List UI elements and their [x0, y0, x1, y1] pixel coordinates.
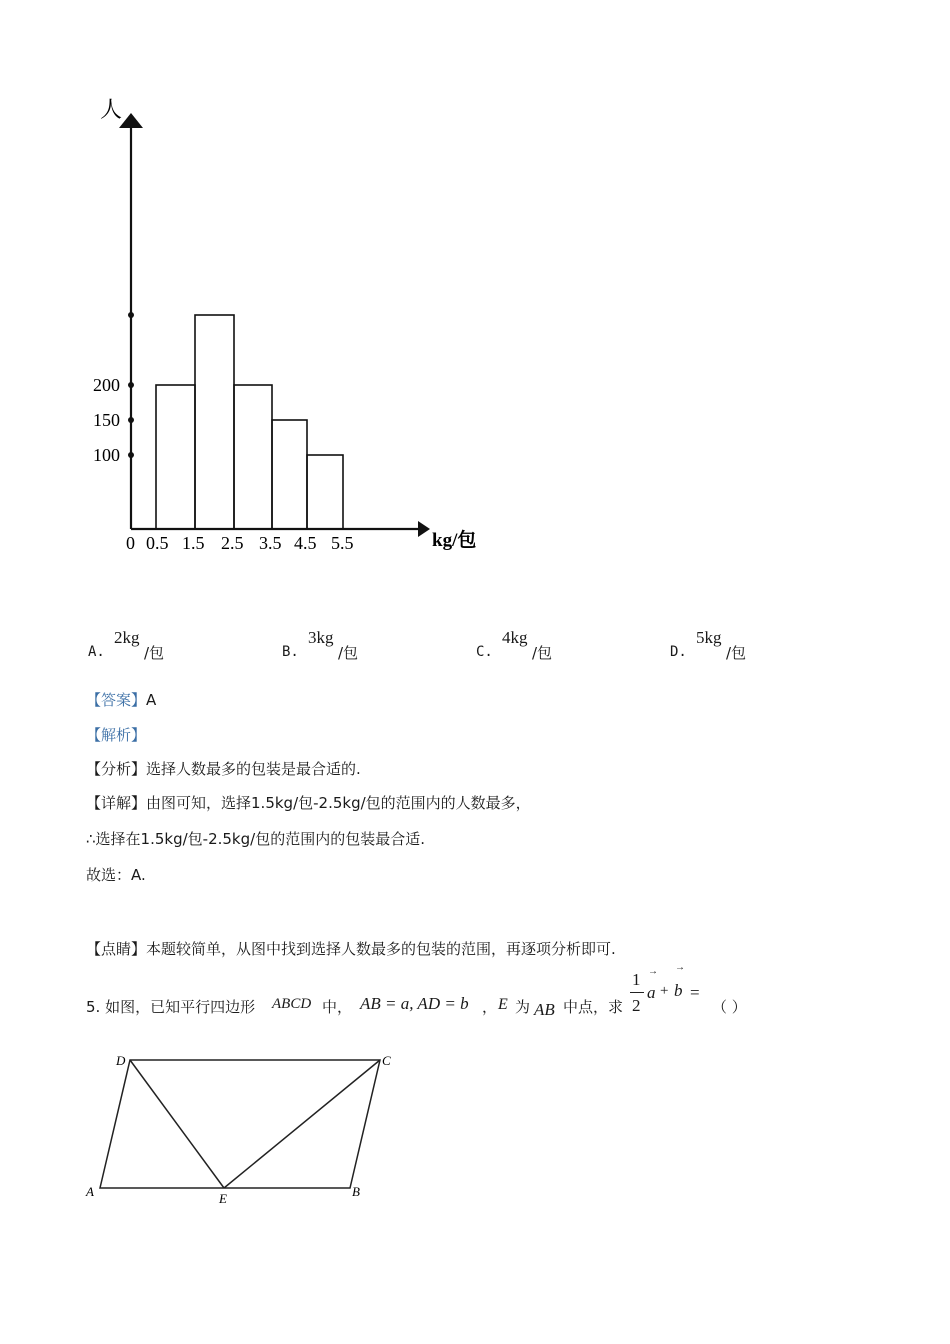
option-unit: /包 — [338, 644, 359, 662]
option-letter: A. — [88, 644, 105, 660]
vertex-label: D — [116, 1053, 126, 1068]
q5-vec-b: b — [674, 981, 683, 1000]
x-tick-label: 4.5 — [294, 533, 317, 553]
q5-vec-a: a — [647, 983, 656, 1002]
analysis-label: 【解析】 — [86, 726, 147, 744]
option-letter: C. — [476, 644, 493, 660]
x-tick-label: 1.5 — [182, 533, 205, 553]
q5-segment-ab: AB — [534, 1000, 555, 1019]
option-letter: B. — [282, 644, 299, 660]
detail-text: 由图可知，选择1.5kg/包-2.5kg/包的范围内的人数最多， — [146, 794, 531, 812]
vertex-label: B — [352, 1184, 360, 1199]
histogram-bar — [307, 455, 343, 529]
q5-frac-bar — [630, 992, 644, 993]
parallelogram-outline — [100, 1060, 380, 1188]
x-axis-arrow-icon — [418, 521, 430, 537]
histogram-bar — [156, 385, 195, 529]
q5-condition: AB = a, AD = b — [360, 994, 469, 1013]
option-unit: /包 — [144, 644, 165, 662]
x-tick-label: 0 — [126, 533, 135, 553]
option-letter: D. — [670, 644, 687, 660]
q5-equals: = — [690, 983, 700, 1002]
choice-line: 故选：A. — [86, 866, 146, 884]
vec-arrow-icon: → — [648, 966, 658, 977]
histogram-bar — [272, 420, 307, 529]
vertex-label: C — [382, 1053, 391, 1068]
y-tick-dot — [128, 417, 134, 423]
option-value: 4kg — [502, 628, 528, 647]
answer-label: 【答案】 — [86, 691, 147, 709]
x-tick-label: 5.5 — [331, 533, 354, 553]
parallelogram-figure — [80, 1045, 410, 1215]
histogram-bar — [195, 315, 234, 529]
option-value: 5kg — [696, 628, 722, 647]
option-unit: /包 — [532, 644, 553, 662]
comment-text: 本题较简单，从图中找到选择人数最多的包装的范围，再逐项分析即可. — [146, 940, 616, 958]
vertex-label: E — [219, 1191, 227, 1206]
segment-de — [130, 1060, 224, 1188]
option-value: 2kg — [114, 628, 140, 647]
option-value: 3kg — [308, 628, 334, 647]
x-axis-label: kg/包 — [432, 530, 477, 551]
comment-label: 【点睛】 — [86, 940, 147, 958]
y-axis-label: 人 — [100, 97, 123, 122]
vec-arrow-icon: → — [675, 962, 685, 973]
y-tick-label: 100 — [93, 445, 120, 465]
fenxi-line — [86, 758, 361, 779]
segment-ce — [224, 1060, 380, 1188]
y-axis-arrow-icon — [119, 113, 143, 128]
y-tick-dot — [128, 382, 134, 388]
q5-wei: 为 — [515, 998, 531, 1016]
q5-prefix: 5. 如图，已知平行四边形 — [86, 998, 256, 1016]
q5-mid1: 中， — [322, 998, 353, 1016]
q5-plus: + — [660, 983, 669, 999]
q5-frac-den: 2 — [632, 996, 641, 1015]
histogram-chart — [0, 0, 520, 580]
y-tick-dot — [128, 452, 134, 458]
q5-sep: ， — [482, 998, 498, 1016]
option-unit: /包 — [726, 644, 747, 662]
y-tick-label: 150 — [93, 410, 120, 430]
q5-mid2: 中点，求 — [563, 998, 624, 1016]
y-tick-dot — [128, 312, 134, 318]
therefore-line: ∴选择在1.5kg/包-2.5kg/包的范围内的包装最合适. — [86, 830, 425, 848]
x-tick-label: 2.5 — [221, 533, 244, 553]
x-tick-label: 3.5 — [259, 533, 282, 553]
x-tick-label: 0.5 — [146, 533, 169, 553]
histogram-bar — [234, 385, 272, 529]
detail-label: 【详解】 — [86, 794, 147, 812]
q5-point-e: E — [498, 996, 508, 1013]
fenxi-text: 选择人数最多的包装是最合适的. — [146, 760, 361, 778]
vertex-label: A — [86, 1184, 94, 1199]
answer-value: A — [146, 691, 157, 709]
detail-line — [86, 792, 531, 813]
comment-line — [86, 938, 616, 959]
q5-blank: （ ） — [712, 998, 747, 1016]
q5-shape: ABCD — [272, 996, 312, 1012]
fenxi-label: 【分析】 — [86, 760, 147, 778]
y-tick-label: 200 — [93, 375, 120, 395]
answer-line — [86, 689, 156, 710]
q5-frac-num: 1 — [632, 970, 641, 989]
